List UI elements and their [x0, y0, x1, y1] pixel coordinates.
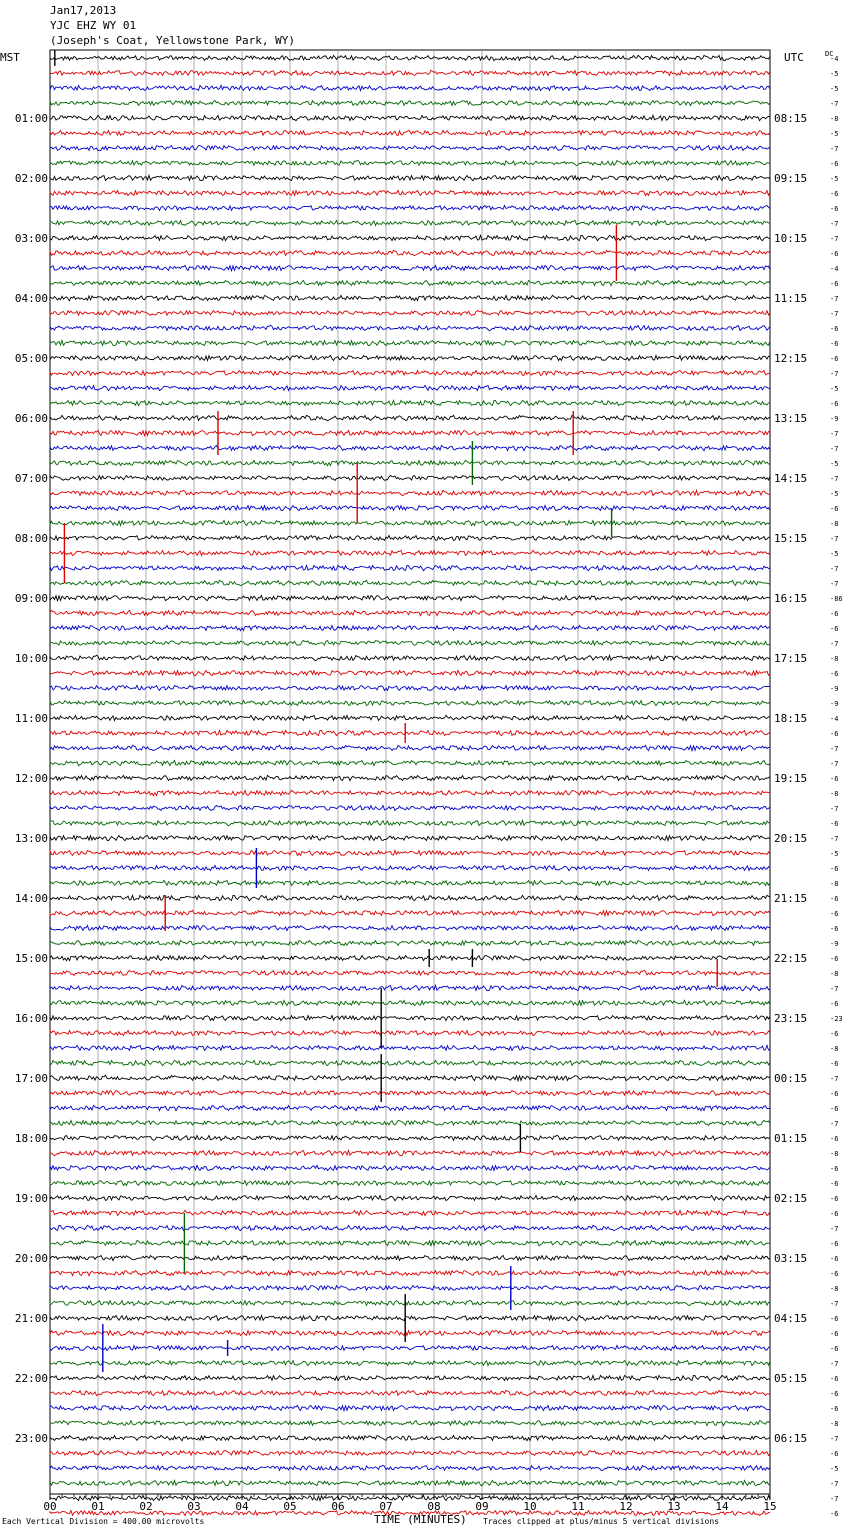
- trace-row-23: [50, 400, 770, 405]
- trace-row-77: [50, 1210, 770, 1215]
- dc-offset-row-85: -6: [830, 1330, 839, 1338]
- trace-row-38: [50, 625, 770, 630]
- dc-offset-row-14: -4: [830, 265, 839, 273]
- mst-hour-label-10:00: 10:00: [14, 652, 48, 665]
- dc-offset-row-70: -6: [830, 1105, 839, 1113]
- trace-row-28: [50, 476, 770, 481]
- x-tick-label-10: 10: [523, 1500, 537, 1513]
- trace-row-47: [50, 761, 770, 766]
- trace-row-51: [50, 820, 770, 825]
- dc-offset-row-71: -7: [830, 1120, 839, 1128]
- trace-row-42: [50, 685, 770, 690]
- trace-row-39: [50, 641, 770, 646]
- dc-offset-row-44: -4: [830, 715, 839, 723]
- x-tick-label-08: 08: [427, 1500, 441, 1513]
- mst-hour-label-09:00: 09:00: [14, 592, 48, 605]
- trace-row-16: [50, 295, 770, 300]
- trace-row-85: [50, 1330, 770, 1335]
- utc-hour-label-15: 23:15: [774, 1012, 808, 1025]
- trace-row-82: [50, 1286, 770, 1291]
- dc-offset-row-62: -7: [830, 985, 839, 993]
- dc-offset-row-77: -6: [830, 1210, 839, 1218]
- trace-row-21: [50, 371, 770, 376]
- utc-hour-label-17: 01:15: [774, 1132, 808, 1145]
- dc-offset-row-5: -5: [830, 130, 839, 138]
- x-axis-title: TIME (MINUTES): [374, 1513, 467, 1526]
- dc-offset-row-78: -7: [830, 1225, 839, 1233]
- trace-row-13: [50, 250, 770, 255]
- dc-offset-row-25: -7: [830, 430, 839, 438]
- date-label: Jan17,2013: [50, 4, 117, 17]
- dc-offset-row-6: -7: [830, 145, 839, 153]
- trace-row-78: [50, 1225, 770, 1230]
- trace-row-87: [50, 1360, 770, 1365]
- trace-row-4: [50, 115, 770, 120]
- utc-hour-label-16: 00:15: [774, 1072, 808, 1085]
- dc-offset-row-19: -6: [830, 340, 839, 348]
- utc-hour-label-0: 08:15: [774, 112, 808, 125]
- dc-offset-row-40: -8: [830, 655, 839, 663]
- trace-row-0: [50, 55, 770, 60]
- trace-row-76: [50, 1195, 770, 1200]
- trace-row-70: [50, 1105, 770, 1110]
- utc-hour-label-18: 02:15: [774, 1192, 808, 1205]
- utc-hour-label-6: 14:15: [774, 472, 808, 485]
- dc-offset-row-23: -6: [830, 400, 839, 408]
- dc-offset-row-63: -6: [830, 1000, 839, 1008]
- trace-row-94: [50, 1465, 770, 1470]
- x-tick-label-06: 06: [331, 1500, 345, 1513]
- trace-row-95: [50, 1480, 770, 1485]
- trace-row-9: [50, 190, 770, 195]
- dc-offset-row-53: -5: [830, 850, 839, 858]
- dc-offset-row-93: -6: [830, 1450, 839, 1458]
- dc-offset-row-97: -6: [830, 1510, 839, 1518]
- mst-hour-label-12:00: 12:00: [14, 772, 48, 785]
- trace-row-5: [50, 130, 770, 135]
- trace-row-52: [50, 835, 770, 840]
- dc-offset-row-13: -6: [830, 250, 839, 258]
- trace-row-3: [50, 101, 770, 106]
- mst-hour-label-08:00: 08:00: [14, 532, 48, 545]
- mst-hour-label-22:00: 22:00: [14, 1372, 48, 1385]
- x-tick-label-03: 03: [187, 1500, 201, 1513]
- trace-row-14: [50, 265, 770, 270]
- utc-hour-label-11: 19:15: [774, 772, 808, 785]
- dc-offset-row-65: -6: [830, 1030, 839, 1038]
- mst-hour-label-18:00: 18:00: [14, 1132, 48, 1145]
- scale-note: Each Vertical Division = 400.00 microvolts: [2, 1517, 205, 1526]
- dc-offset-row-58: -6: [830, 925, 839, 933]
- dc-offset-row-67: -6: [830, 1060, 839, 1068]
- trace-row-11: [50, 220, 770, 225]
- trace-row-19: [50, 340, 770, 345]
- dc-offset-row-34: -7: [830, 565, 839, 573]
- utc-hour-label-22: 06:15: [774, 1432, 808, 1445]
- dc-offset-row-73: -8: [830, 1150, 839, 1158]
- mst-hour-label-03:00: 03:00: [14, 232, 48, 245]
- utc-hour-label-20: 04:15: [774, 1312, 808, 1325]
- dc-offset-row-89: -6: [830, 1390, 839, 1398]
- dc-offset-row-88: -6: [830, 1375, 839, 1383]
- trace-row-57: [50, 910, 770, 915]
- trace-row-73: [50, 1150, 770, 1155]
- trace-row-36: [50, 596, 770, 601]
- dc-offset-row-84: -6: [830, 1315, 839, 1323]
- trace-row-35: [50, 580, 770, 585]
- dc-offset-row-94: -5: [830, 1465, 839, 1473]
- dc-offset-row-22: -5: [830, 385, 839, 393]
- mst-hour-label-01:00: 01:00: [14, 112, 48, 125]
- dc-offset-row-60: -6: [830, 955, 839, 963]
- trace-row-72: [50, 1135, 770, 1140]
- x-tick-label-14: 14: [715, 1500, 729, 1513]
- dc-offset-row-95: -7: [830, 1480, 839, 1488]
- trace-row-2: [50, 85, 770, 90]
- mst-hour-label-06:00: 06:00: [14, 412, 48, 425]
- dc-offset-row-90: -6: [830, 1405, 839, 1413]
- dc-offset-row-27: -5: [830, 460, 839, 468]
- trace-row-53: [50, 850, 770, 855]
- location-label: (Joseph's Coat, Yellowstone Park, WY): [50, 34, 296, 47]
- utc-hour-label-19: 03:15: [774, 1252, 808, 1265]
- dc-offset-row-56: -6: [830, 895, 839, 903]
- trace-row-59: [50, 940, 770, 945]
- trace-row-62: [50, 985, 770, 990]
- utc-hour-label-8: 16:15: [774, 592, 808, 605]
- dc-offset-row-28: -7: [830, 475, 839, 483]
- dc-offset-row-92: -7: [830, 1435, 839, 1443]
- dc-offset-row-79: -6: [830, 1240, 839, 1248]
- utc-hour-label-10: 18:15: [774, 712, 808, 725]
- x-tick-label-04: 04: [235, 1500, 249, 1513]
- utc-hour-label-4: 12:15: [774, 352, 808, 365]
- mst-hour-label-20:00: 20:00: [14, 1252, 48, 1265]
- mst-hour-label-15:00: 15:00: [14, 952, 48, 965]
- trace-row-63: [50, 1000, 770, 1005]
- trace-row-41: [50, 670, 770, 675]
- trace-row-50: [50, 805, 770, 810]
- trace-row-67: [50, 1060, 770, 1065]
- dc-offset-row-9: -6: [830, 190, 839, 198]
- dc-offset-row-31: -8: [830, 520, 839, 528]
- trace-row-10: [50, 206, 770, 211]
- trace-row-92: [50, 1435, 770, 1440]
- dc-offset-row-83: -7: [830, 1300, 839, 1308]
- trace-row-81: [50, 1270, 770, 1275]
- dc-offset-row-52: -7: [830, 835, 839, 843]
- trace-row-66: [50, 1045, 770, 1050]
- mst-hour-label-21:00: 21:00: [14, 1312, 48, 1325]
- trace-row-30: [50, 505, 770, 510]
- mst-hour-label-16:00: 16:00: [14, 1012, 48, 1025]
- dc-offset-row-82: -8: [830, 1285, 839, 1293]
- trace-row-34: [50, 565, 770, 570]
- utc-hour-label-5: 13:15: [774, 412, 808, 425]
- trace-row-75: [50, 1181, 770, 1186]
- dc-offset-row-10: -6: [830, 205, 839, 213]
- trace-row-22: [50, 385, 770, 390]
- dc-offset-row-33: -5: [830, 550, 839, 558]
- dc-offset-row-55: -8: [830, 880, 839, 888]
- trace-row-17: [50, 311, 770, 316]
- trace-row-60: [50, 955, 770, 960]
- trace-row-26: [50, 445, 770, 450]
- dc-offset-row-80: -6: [830, 1255, 839, 1263]
- trace-row-58: [50, 926, 770, 931]
- dc-offset-row-30: -6: [830, 505, 839, 513]
- utc-hour-label-14: 22:15: [774, 952, 808, 965]
- dc-offset-row-54: -6: [830, 865, 839, 873]
- trace-row-25: [50, 430, 770, 435]
- mst-hour-label-07:00: 07:00: [14, 472, 48, 485]
- dc-offset-row-72: -6: [830, 1135, 839, 1143]
- trace-row-88: [50, 1375, 770, 1380]
- trace-row-89: [50, 1390, 770, 1395]
- dc-offset-row-37: -6: [830, 610, 839, 618]
- dc-offset-row-96: -7: [830, 1495, 839, 1503]
- x-tick-label-12: 12: [619, 1500, 633, 1513]
- dc-offset-row-48: -6: [830, 775, 839, 783]
- utc-hour-label-3: 11:15: [774, 292, 808, 305]
- utc-hour-label-1: 09:15: [774, 172, 808, 185]
- x-tick-label-07: 07: [379, 1500, 393, 1513]
- trace-row-24: [50, 415, 770, 420]
- trace-row-44: [50, 715, 770, 720]
- trace-row-37: [50, 610, 770, 615]
- dc-offset-row-47: -7: [830, 760, 839, 768]
- mst-hour-label-13:00: 13:00: [14, 832, 48, 845]
- utc-hour-label-9: 17:15: [774, 652, 808, 665]
- dc-offset-row-2: -5: [830, 85, 839, 93]
- trace-row-56: [50, 895, 770, 900]
- dc-offset-row-11: -7: [830, 220, 839, 228]
- dc-offset-row-50: -7: [830, 805, 839, 813]
- dc-offset-row-41: -6: [830, 670, 839, 678]
- trace-row-12: [50, 235, 770, 240]
- dc-offset-row-24: -9: [830, 415, 839, 423]
- dc-offset-row-15: -6: [830, 280, 839, 288]
- trace-row-15: [50, 280, 770, 285]
- dc-offset-row-46: -7: [830, 745, 839, 753]
- dc-offset-row-39: -7: [830, 640, 839, 648]
- trace-row-33: [50, 550, 770, 555]
- mst-hour-label-23:00: 23:00: [14, 1432, 48, 1445]
- dc-offset-row-81: -6: [830, 1270, 839, 1278]
- trace-row-1: [50, 70, 770, 75]
- trace-row-69: [50, 1091, 770, 1096]
- mst-hour-label-11:00: 11:00: [14, 712, 48, 725]
- dc-offset-row-26: -7: [830, 445, 839, 453]
- trace-row-40: [50, 655, 770, 660]
- dc-offset-row-4: -8: [830, 115, 839, 123]
- x-tick-label-00: 00: [43, 1500, 57, 1513]
- mst-label: MST: [0, 51, 20, 64]
- mst-hour-label-04:00: 04:00: [14, 292, 48, 305]
- trace-row-68: [50, 1075, 770, 1080]
- dc-offset-row-16: -7: [830, 295, 839, 303]
- dc-offset-row-91: -8: [830, 1420, 839, 1428]
- x-tick-label-05: 05: [283, 1500, 297, 1513]
- trace-row-93: [50, 1451, 770, 1456]
- dc-offset-row-68: -7: [830, 1075, 839, 1083]
- dc-offset-row-69: -6: [830, 1090, 839, 1098]
- dc-offset-row-3: -7: [830, 100, 839, 108]
- dc-offset-row-1: -5: [830, 70, 839, 78]
- trace-row-79: [50, 1240, 770, 1245]
- dc-offset-row-0: -4: [830, 55, 839, 63]
- dc-offset-row-86: -6: [830, 1345, 839, 1353]
- trace-row-65: [50, 1031, 770, 1036]
- x-tick-label-01: 01: [91, 1500, 105, 1513]
- mst-hour-label-05:00: 05:00: [14, 352, 48, 365]
- dc-offset-row-66: -8: [830, 1045, 839, 1053]
- dc-offset-row-61: -8: [830, 970, 839, 978]
- mst-hour-label-17:00: 17:00: [14, 1072, 48, 1085]
- trace-row-31: [50, 520, 770, 525]
- dc-offset-row-35: -7: [830, 580, 839, 588]
- dc-offset-row-21: -7: [830, 370, 839, 378]
- trace-row-61: [50, 970, 770, 975]
- utc-hour-label-7: 15:15: [774, 532, 808, 545]
- dc-offset-row-51: -6: [830, 820, 839, 828]
- x-tick-label-11: 11: [571, 1500, 585, 1513]
- trace-row-54: [50, 866, 770, 871]
- trace-row-55: [50, 880, 770, 885]
- dc-offset-row-42: -9: [830, 685, 839, 693]
- dc-offset-row-59: -9: [830, 940, 839, 948]
- dc-offset-row-20: -6: [830, 355, 839, 363]
- trace-row-90: [50, 1405, 770, 1410]
- utc-hour-label-13: 21:15: [774, 892, 808, 905]
- dc-offset-row-18: -6: [830, 325, 839, 333]
- dc-offset-row-64: -23: [830, 1015, 843, 1023]
- dc-offset-row-49: -8: [830, 790, 839, 798]
- dc-offset-row-38: -6: [830, 625, 839, 633]
- dc-offset-row-29: -5: [830, 490, 839, 498]
- mst-hour-label-19:00: 19:00: [14, 1192, 48, 1205]
- trace-row-46: [50, 745, 770, 750]
- trace-row-8: [50, 175, 770, 180]
- dc-offset-row-36: -86: [830, 595, 843, 603]
- dc-offset-row-7: -6: [830, 160, 839, 168]
- clip-note: Traces clipped at plus/minus 5 vertical divisions: [483, 1517, 720, 1526]
- trace-row-29: [50, 490, 770, 495]
- mst-hour-label-02:00: 02:00: [14, 172, 48, 185]
- dc-offset-row-8: -5: [830, 175, 839, 183]
- trace-row-80: [50, 1255, 770, 1260]
- station-label: YJC EHZ WY 01: [50, 19, 137, 32]
- x-tick-label-09: 09: [475, 1500, 489, 1513]
- dc-offset-row-74: -6: [830, 1165, 839, 1173]
- utc-hour-label-12: 20:15: [774, 832, 808, 845]
- trace-row-32: [50, 536, 770, 541]
- dc-offset-row-87: -7: [830, 1360, 839, 1368]
- mst-hour-label-14:00: 14:00: [14, 892, 48, 905]
- trace-row-74: [50, 1165, 770, 1170]
- trace-row-18: [50, 325, 770, 330]
- trace-row-27: [50, 460, 770, 465]
- trace-row-83: [50, 1300, 770, 1305]
- utc-label: UTC: [784, 51, 804, 64]
- dc-offset-row-45: -6: [830, 730, 839, 738]
- trace-row-64: [50, 1016, 770, 1021]
- trace-row-20: [50, 355, 770, 360]
- x-tick-label-15: 15: [763, 1500, 777, 1513]
- trace-row-86: [50, 1346, 770, 1351]
- utc-hour-label-2: 10:15: [774, 232, 808, 245]
- trace-row-84: [50, 1315, 770, 1320]
- dc-offset-row-17: -7: [830, 310, 839, 318]
- trace-row-43: [50, 701, 770, 706]
- trace-row-71: [50, 1120, 770, 1125]
- dc-offset-row-57: -6: [830, 910, 839, 918]
- dc-offset-row-75: -6: [830, 1180, 839, 1188]
- trace-row-6: [50, 146, 770, 151]
- trace-row-91: [50, 1420, 770, 1425]
- dc-offset-row-12: -7: [830, 235, 839, 243]
- dc-label: DC: [825, 50, 834, 58]
- trace-row-49: [50, 790, 770, 795]
- dc-offset-row-76: -6: [830, 1195, 839, 1203]
- trace-row-48: [50, 775, 770, 780]
- trace-row-7: [50, 160, 770, 165]
- trace-row-45: [50, 730, 770, 735]
- dc-offset-row-32: -7: [830, 535, 839, 543]
- x-tick-label-02: 02: [139, 1500, 153, 1513]
- x-tick-label-13: 13: [667, 1500, 681, 1513]
- dc-offset-row-43: -9: [830, 700, 839, 708]
- utc-hour-label-21: 05:15: [774, 1372, 808, 1385]
